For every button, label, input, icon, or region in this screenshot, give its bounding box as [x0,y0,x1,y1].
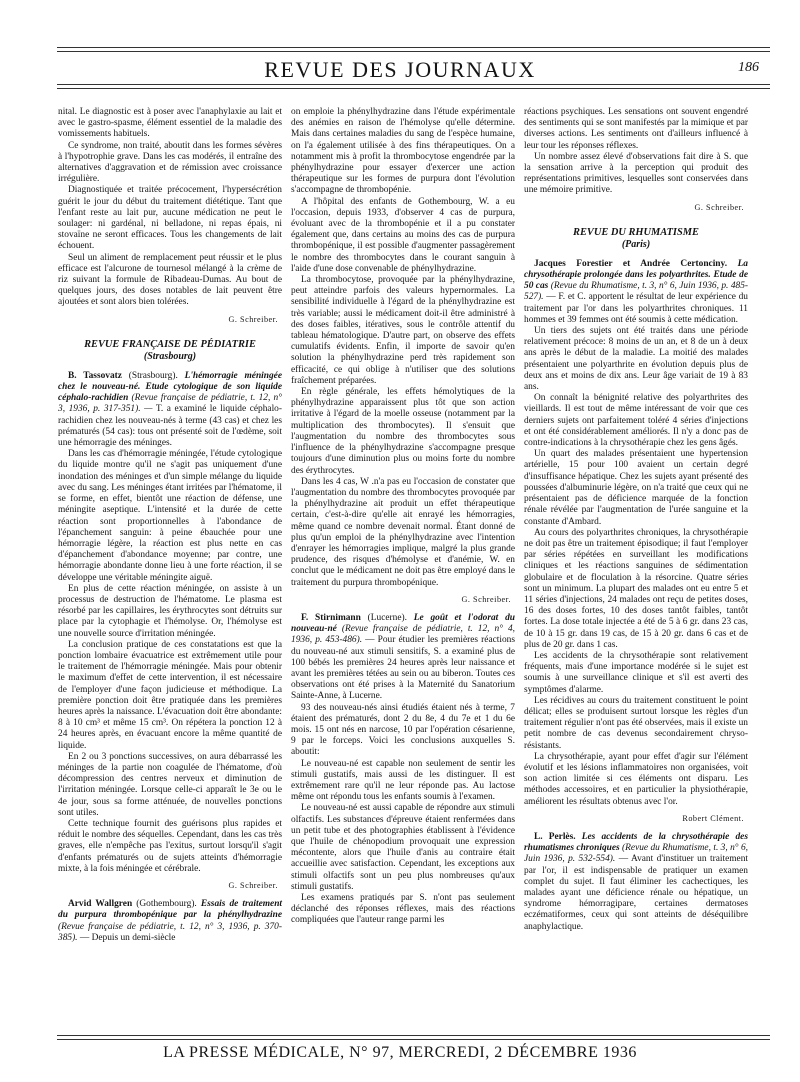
section-heading: REVUE FRANÇAISE DE PÉDIATRIE [84,338,256,350]
article-title: Le goût et l'odorat du nouveau-né [291,612,515,635]
section-heading: REVUE DU RHUMATISME [573,226,699,238]
article-abstract [58,371,282,449]
signature: G. Schreiber. [228,881,278,890]
paragraph: Dans les cas d'hémorragie méningée, l'étude cytologique du liquide montre qu'il ne s'agit pas uniquement d'une inondation des méninges et d'un simple mélange du liquide avec du sang. Les méninges étant irritées par l'hématome, il se forme, en effet, bientôt une réaction de défense, une méningite aseptique. L'intensité et la durée de cette réaction sont proportionnelles à l'abondance de l'épanchement sanguin: à peine ébauchée pour une hémorragie légère, la réaction est plus nette en cas d'épanchement d'abondance moyenne; par contre, une hémorragie abondante donne lieu à une forte réaction, il se développe une véritable méningite aiguë. [58,449,282,583]
paragraph: Seul un aliment de remplacement peut réussir et le plus efficace est l'alcurone de tournesol mélangé à la crème de riz suivant la formule de Ribadeau-Dumas. Au bout de quelques jours, des doses notables de lait peuvent être ajoutées et sont alors bien tolérées. [58,252,282,308]
article-location: (Lucerne). [360,612,414,623]
paragraph: Un tiers des sujets ont été traités dans une période relativement précoce: 8 moins de un an, et 8 de un à deux ans après le début de la maladie. La moitié des malades présentaient une polyarthrite en évolution depuis plus de deux ans et moins de dix ans. Leur âge variait de 19 à 83 ans. [524,326,748,393]
article-reference: (Revue du Rhumatisme, t. 3, n° 6, Juin 1936, p. 485-527). [524,281,749,303]
signature: Robert Clément. [682,813,744,823]
paragraph: nital. Le diagnostic est à poser avec l'anaphylaxie au lait et avec le gastro-spasme, élément essentiel de la maladie des vomissements habituels. [58,107,282,140]
article-title: La chrysothérapie prolongée dans les polyarthrites. Etude de 50 cas [524,258,748,292]
article-title: L'hémorragie méningée chez le nouveau-né. Etude cytologique de son liquide céphalo-rachidien [58,370,283,404]
footer-masthead: LA PRESSE MÉDICALE, N° 97, MERCREDI, 2 DÉCEMBRE 1936 [163,1044,637,1061]
column-3 [524,107,748,933]
paragraph: on emploie la phénylhydrazine dans l'étude expérimentale des anémies en raison de l'hémolyse qu'elle détermine. Mais dans certaines maladies du sang de l'espèce humaine, on l'a également utilisée à des fins thérapeutiques. On a notamment mis à profit la thrombocytose engendrée par la phénylhydrazine pour essayer d'exercer une action thérapeutique sur les formes de purpura dont l'évolution s'accompagne de thrombopénie. [291,107,515,196]
article-author: Jacques Forestier et Andrée Certonciny. [534,258,728,269]
article-author: F. Stirnimann [301,612,361,623]
article-text: — Avant d'instituer un traitement par l'or, il est indispensable de pratiquer un examen complet du sujet. Il faut éliminer les cachectiques, les malades ayant une déficience rénale ou hépatique, un syndrome hémorragipare, certaines dermatoses eczématiformes, ceux qui sont atteints de déséquilibre anaphylactique. [524,854,748,932]
paragraph: En plus de cette réaction méningée, on assiste à un processus de destruction de l'hématome. Le plasma est résorbé par les capillaires, les érythrocytes sont détruits sur place par la cytophagie et l'hémolyse. Or, l'hémolyse est une nouvelle source d'irritation méningée. [58,583,282,639]
paragraph: Dans les 4 cas, W .n'a pas eu l'occasion de constater que l'augmentation du nombre des thrombocytes provoquée par la phénylhydrazine ait produit un effet thérapeutique certain, c'est-à-dire qu'elle ait enrayé les hémorragies, même quand ce nombre devenait normal. Étant donné de plus qu'un emploi de la phénylhydrazine avec l'intention d'enrayer les hémorragies implique, malgré la plus grande prudence, des risques d'hémolyse et d'anémie, W. en conclut que le médicament ne doit pas être employé dans le traitement du purpura thrombopénique. [291,476,515,588]
article-abstract [524,832,748,933]
paragraph: Les examens pratiqués par S. n'ont pas seulement déclanché des réponses réflexes, mais des réactions compliquées que l'auteur range parmi les [291,893,515,926]
article-text: — F. et C. apportent le résultat de leur expérience du traitement par l'or dans les polyarthrites chroniques. 11 hommes et 39 femmes ont été soumis à cette médication. [524,292,748,325]
paragraph: En 2 ou 3 ponctions successives, on aura débarrassé les méninges de la partie non coagulée de l'hématome, d'où décompression des centres nerveux et diminution de l'irritation méningée. Lorsque celle-ci apparaît le 3e ou le 4e jour, sous sa forme atténuée, de nouvelles ponctions sont utiles. [58,751,282,818]
paragraph: A l'hôpital des enfants de Gothembourg, W. a eu l'occasion, depuis 1933, d'observer 4 cas de purpura, évoluant avec de la thrombopénie et il a pu constater également que, dans certains au moins des cas de purpura thrombopénique, il est possible d'augmenter passagèrement le nombre des thrombocytes dans le courant sanguin à l'aide d'une dose convenable de phénylhydrazine. [291,196,515,274]
signature: G. Schreiber. [694,202,744,212]
article-author: L. Perlès. [534,831,576,842]
paragraph: Cette technique fournit des guérisons plus rapides et réduit le nombre des séquelles. Cependant, dans les cas très graves, elle n'empêche pas l'exitus, surtout lorsqu'il s'agit d'enfants prématurés ou de sujets atteints d'hémorragie mixte, à la fois méningée et cérébrale. [58,818,282,874]
article-reference: (Revue française de pédiatrie, t. 12, n° 3, 1936, p. 317-351). — [58,393,282,415]
paragraph: réactions psychiques. Les sensations ont souvent engendré des sentiments qui se sont manifestés par la mimique et par diverses actions. Les sentiments ont d'ailleurs influencé à leur tour les réponses réflexes. [524,107,748,151]
article-author: Arvid Wallgren [68,899,133,910]
column-1 [58,107,282,944]
article-title: Les accidents de la chrysothérapie des rhumatismes chroniques [524,831,748,854]
article-text: — Pour étudier les premières réactions du nouveau-né aux stimuli sensitifs, S. a examiné plus de 100 bébés les premières 24 heures après leur naissance et avant les premières tétées au sein ou au biberon. Toutes ces observations ont été prises à la Maternité du Sanatorium Sainte-Anne, à Lucerne. [291,635,515,702]
article-reference: (Revue française de pédiatrie, t. 12, n° 3, 1936, p. 370-385). [58,921,282,943]
section-subheading: (Strasbourg) [143,350,197,362]
header-bottom-rule [57,84,770,89]
signature: G. Schreiber. [228,314,278,324]
paragraph: La conclusion pratique de ces constatations est que la ponction lombaire évacuatrice est extrêmement utile pour le traitement de l'hémorragie méningée. Mais pour obtenir le maximum d'effet de cette intervention, il est nécessaire de l'employer d'une façon judicieuse et méthodique. La première ponction doit être pratiquée dans les premières heures après la naissance. L'évacuation doit être abondante: 8 à 10 cm³ et même 15 cm³. On répétera la ponction 12 à 24 heures après, en évacuant encore la même quantité de liquide. [58,639,282,751]
article-location: (Gothembourg). [132,899,201,910]
article-text: — Depuis un demi-siècle [77,932,176,943]
paragraph: Au cours des polyarthrites chroniques, la chrysothérapie ne doit pas être un traitement épisodique; il faut l'employer par séries répétées en surveillant les modifications cliniques et les réactions sanguines de sédimentation globulaire et de floculation à la résorcine. Quatre séries sont un minimum. La plupart des malades ont eu entre 5 et 11 séries d'injections, 24 malades ont reçu de petites doses, 16 des doses fortes, 10 des doses tantôt faibles, tantôt fortes. La dose totale injectée a été de 5 à 6 gr. dans 23 cas, de 10 à 15 gr. dans 19 cas, de 15 à 20 gr. dans 6 cas et de plus de 20 gr. dans 1 cas. [524,527,748,650]
paragraph: On connaît la bénignité relative des polyarthrites des vieillards. Il est tout de même intéressant de voir que ces derniers sujets ont parfaitement toléré 4 séries d'injections et ont été considérablement améliorés. Il n'y a donc pas de contre-indications à la chrysothérapie chez les gens âgés. [524,393,748,449]
article-reference: (Revue française de pédiatrie, t. 12, n° 4, 1936, p. 453-486). [291,624,515,646]
paragraph: La thrombocytose, provoquée par la phénylhydrazine, peut atteindre parfois des valeurs hypernormales. La sensibilité individuelle à l'égard de la phénylhydrazine est très variable; aussi le médicament doit-il être administré à des doses faibles, itératives, sous le contrôle attentif du tableau hématologique. D'autre part, on observe des effets cumulatifs évidents. Enfin, il importe de savoir qu'en solution la phénylhydrazine perd très rapidement son efficacité, ce qui oblige à n'utiliser que des solutions fraîchement préparées. [291,275,515,386]
paragraph: Les accidents de la chrysothérapie sont relativement fréquents, mais d'une importance modérée si le sujet est soumis à une surveillance clinique et s'il est averti des symptômes d'alarme. [524,650,748,695]
article-reference: (Revue du Rhumatisme, t. 3, n° 6, Juin 1936, p. 532-554). [524,843,748,865]
paragraph: Les récidives au cours du traitement constituent le point délicat; elles se produisent surtout lorsque les règles d'un traitement régulier n'ont pas été observées, mais il existe un petit nombre de cas devenus secondairement chryso-résistants. [524,695,748,751]
article-abstract [58,899,282,944]
header-top-rule [57,47,770,52]
paragraph: En règle générale, les effets hémolytiques de la phénylhydrazine apparaissent plus tôt que son action irritative à l'égard de la moelle osseuse (notamment par la multiplication des thrombocytes). Il s'ensuit que l'augmentation du nombre des thrombocytes sous l'influence de la phénylhydrazine s'accompagne presque toujours d'une diminution plus ou moins forte du nombre des érythrocytes. [291,387,515,476]
section-subheading: (Paris) [621,238,651,250]
page-title: REVUE DES JOURNAUX [264,57,536,82]
article-location: (Strasbourg). [121,370,185,381]
paragraph: Un nombre assez élevé d'observations fait dire à S. que la sensation arrive à la perception qui produit des représentations primitives, lesquelles sont conservées dans une mémoire primitive. [524,151,748,196]
paragraph: Un quart des malades présentaient une hypertension artérielle, 15 pour 100 avaient un certain degré d'insuffisance hépatique. Chez les sujets ayant présenté des poussées d'albuminurie légère, on n'a traité que ceux qui ne présentaient pas de déficience marquée de la fonction rénale révélée par l'augmentation de l'urée sanguine et la constante d'Ambard. [524,449,748,527]
footer-rule [57,1035,770,1040]
article-author: B. Tassovatz [68,370,122,381]
page-number: 186 [738,60,759,75]
paragraph: Ce syndrome, non traité, aboutit dans les formes sévères à l'hypotrophie grave. Dans les cas modérés, il entraîne des alternatives d'aggravation et de rémission avec croissance irrégulière. [58,140,282,185]
signature: G. Schreiber. [461,594,511,604]
paragraph: Le nouveau-né est capable non seulement de sentir les stimuli gustatifs, mais aussi de les distinguer. Il est extrêmement rare qu'il ne leur réponde pas. Au lactose même ont répondu tous les enfants soumis à l'examen. [291,758,515,803]
paragraph: 93 des nouveau-nés ainsi étudiés étaient nés à terme, 7 étaient des prématurés, dont 2 du 8e, 4 du 7e et 1 du 6e mois. 15 ont nés en narcose, 10 par l'opération césarienne, 9 par le forceps. Voici les conclusions auxquelles S. aboutit: [291,702,515,758]
paragraph: Le nouveau-né est aussi capable de répondre aux stimuli olfactifs. Les substances d'épreuve étaient renfermées dans un petit tube et des photographies établissent à l'évidence que l'huile de chénopodium provoquait une expression mécontente, alors que l'huile d'anis au contraire était accueillie avec satisfaction. Cependant, les exceptions aux stimuli olfactifs sont un peu plus nombreuses qu'aux stimuli gustatifs. [291,803,515,892]
article-abstract [291,613,515,703]
paragraph: Diagnostiquée et traitée précocement, l'hypersécrétion guérit le jour du début du traitement diététique. Tant que l'enfant reste au lait pur, aucune médication ne peut le soulager: ni gardénal, ni belladone, ni repas épais, ni stovaïne ne seront efficaces. Tous les changements de lait échouent. [58,185,282,252]
article-abstract [524,259,748,326]
article-text: T. a examiné le liquide céphalo-rachidien chez les nouveau-nés à terme (43 cas) et chez les prématurés (54 cas): tous ont présenté soit de l'œdème, soit une hémorragie des méninges. [58,404,282,449]
article-title: Essais de traitement du purpura thrombopénique par la phénylhydrazine [58,899,283,921]
column-2 [291,107,515,927]
paragraph: La chrysothérapie, ayant pour effet d'agir sur l'élément évolutif et les lésions inflammatoires non organisées, voit son action limitée si ces éléments ont disparu. Les méthodes accessoires, et en particulier la physiothérapie, améliorent les résultats obtenus avec l'or. [524,751,748,807]
